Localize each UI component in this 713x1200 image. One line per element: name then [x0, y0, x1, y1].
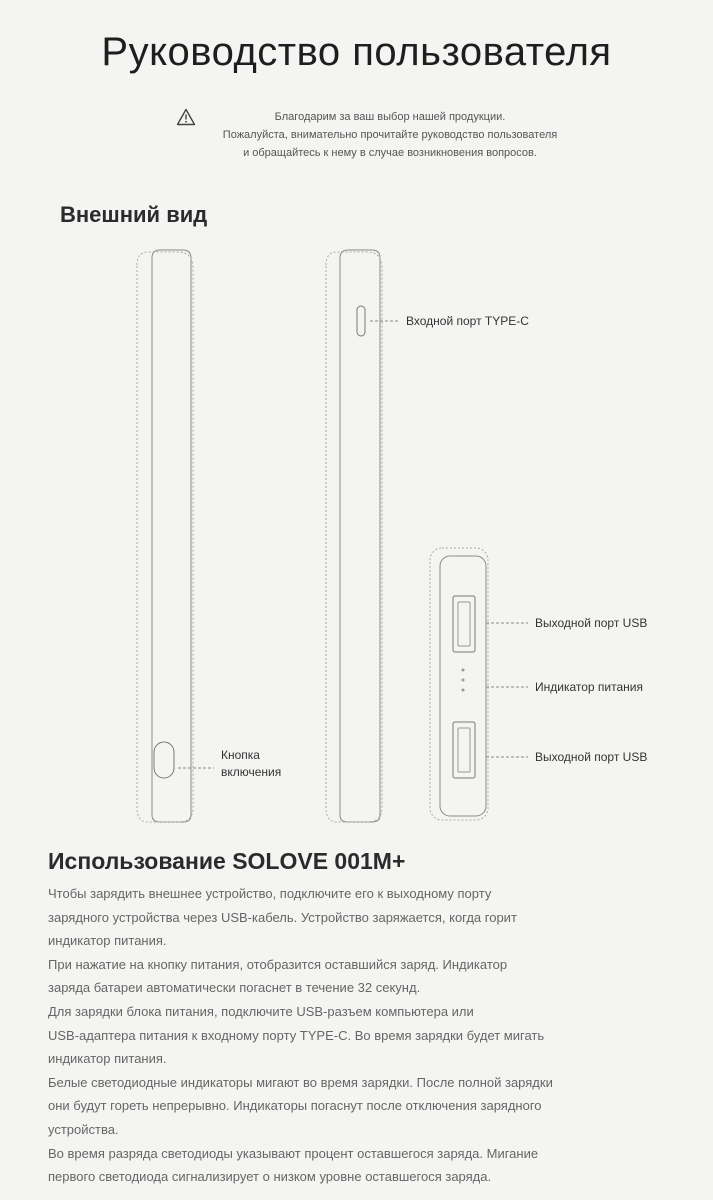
usage-line: индикатор питания.: [48, 933, 167, 949]
callout-output-usb-top: Выходной порт USB: [535, 616, 648, 630]
callout-power-button-line1: Кнопка: [221, 748, 260, 762]
usage-line: Белые светодиодные индикаторы мигают во время зарядки. После полной зарядки: [48, 1074, 553, 1090]
intro-line: Благодарим за ваш выбор нашей продукции.: [274, 111, 506, 123]
usage-line: они будут гореть непрерывно. Индикаторы погаснут после отключения зарядного: [48, 1098, 542, 1114]
intro-line: Пожалуйста, внимательно прочитайте руководство пользователя: [222, 129, 558, 141]
usage-line: зарядного устройства через USB-кабель. Устройство заряжается, когда горит: [48, 909, 517, 925]
usage-heading: Использование SOLOVE 001M+: [48, 848, 406, 874]
usb-port-shape-bottom: [453, 722, 475, 778]
led-indicator-dots: [462, 669, 465, 692]
appearance-heading: Внешний вид: [60, 202, 208, 227]
intro-line: и обращайтесь к нему в случае возникновения вопросов.: [243, 147, 537, 159]
usage-line: Во время разряда светодиоды указывают процент оставшегося заряда. Мигание: [48, 1145, 539, 1161]
type-c-port-shape: [357, 306, 365, 336]
usage-line: заряда батареи автоматически погаснет в течение 32 секунд.: [48, 980, 421, 996]
usage-line: Для зарядки блока питания, подключите USB-разъем компьютера или: [48, 1003, 474, 1019]
usb-port-shape-top: [453, 596, 475, 652]
device-side-view: [137, 250, 193, 822]
usage-line: Чтобы зарядить внешнее устройство, подключите его к выходному порту: [48, 886, 492, 901]
usage-line: USB-адаптера питания к входному порту TYPE-C. Во время зарядки будет мигать: [48, 1027, 545, 1043]
device-end-view: [430, 548, 488, 820]
usage-body: [48, 882, 698, 1189]
usage-line: При нажатие на кнопку питания, отобразится оставшийся заряд. Индикатор: [48, 956, 508, 972]
usage-line: устройства.: [48, 1121, 119, 1137]
callout-output-usb-bottom: Выходной порт USB: [535, 750, 648, 764]
callout-power-indicator: Индикатор питания: [535, 680, 643, 694]
page-title: Руководство пользователя: [101, 30, 612, 74]
power-button-shape: [154, 742, 174, 778]
callout-power-button-line2: включения: [221, 765, 282, 779]
usage-line: первого светодиода сигнализирует о низком уровне оставшегося заряда.: [48, 1169, 492, 1185]
usage-line: индикатор питания.: [48, 1051, 167, 1067]
callout-input-port: Входной порт TYPE-C: [406, 314, 529, 328]
device-front-view: [326, 250, 382, 822]
